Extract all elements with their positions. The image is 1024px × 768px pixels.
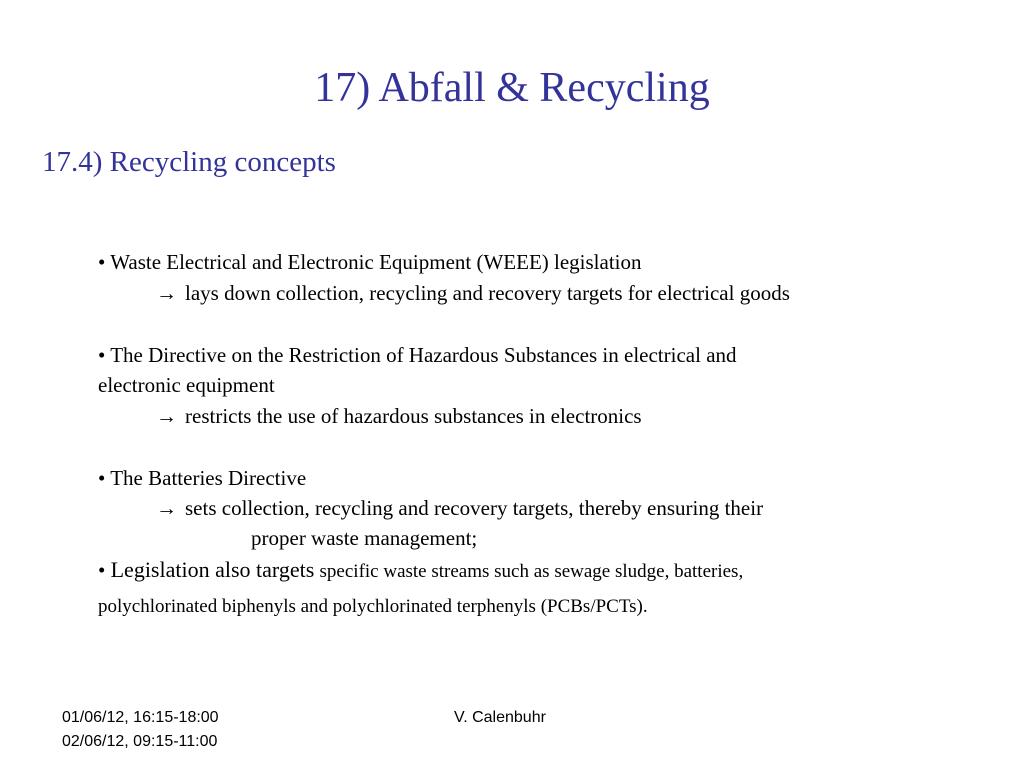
- bullet-item-rohs: [98, 341, 737, 369]
- slide-title: 17) Abfall & Recycling: [314, 65, 710, 111]
- bullet-symbol: •: [98, 558, 106, 582]
- arrow-item-batteries: [156, 494, 763, 522]
- slide-subtitle: 17.4) Recycling concepts: [42, 146, 336, 178]
- bullet-text: specific waste streams such as sewage sludge, batteries,: [319, 561, 744, 582]
- arrow-right-icon: →: [156, 404, 177, 428]
- arrow-item-rohs: [156, 402, 642, 430]
- arrow-right-icon: →: [156, 281, 177, 305]
- bullet-symbol: •: [98, 343, 106, 367]
- arrow-text: restricts the use of hazardous substances in electronics: [185, 404, 642, 428]
- bullet-text-continued: electronic equipment: [98, 373, 275, 397]
- bullet-text: The Directive on the Restriction of Hazardous Substances in electrical and: [110, 343, 737, 367]
- arrow-item-weee: [156, 279, 790, 307]
- bullet-text: The Batteries Directive: [110, 466, 307, 490]
- bullet-symbol: •: [98, 250, 106, 274]
- bullet-text-continued: polychlorinated biphenyls and polychlorinated terphenyls (PCBs/PCTs).: [98, 596, 648, 617]
- bullet-text: Waste Electrical and Electronic Equipment (WEEE) legislation: [110, 250, 642, 274]
- bullet-symbol: •: [98, 466, 106, 490]
- bullet-item-batteries: [98, 464, 306, 492]
- bullet-item-weee: [98, 248, 642, 276]
- footer-date-2: 02/06/12, 09:15-11:00: [62, 733, 218, 750]
- footer-author: V. Calenbuhr: [454, 709, 546, 726]
- bullet-item-legislation: [98, 556, 743, 586]
- arrow-right-icon: →: [156, 496, 177, 520]
- arrow-text: sets collection, recycling and recovery targets, thereby ensuring their: [185, 496, 764, 520]
- arrow-text: lays down collection, recycling and recovery targets for electrical goods: [185, 281, 790, 305]
- bullet-text-lead: Legislation also targets: [110, 557, 315, 582]
- arrow-text-continued: proper waste management;: [251, 526, 478, 550]
- footer-date-1: 01/06/12, 16:15-18:00: [62, 709, 219, 726]
